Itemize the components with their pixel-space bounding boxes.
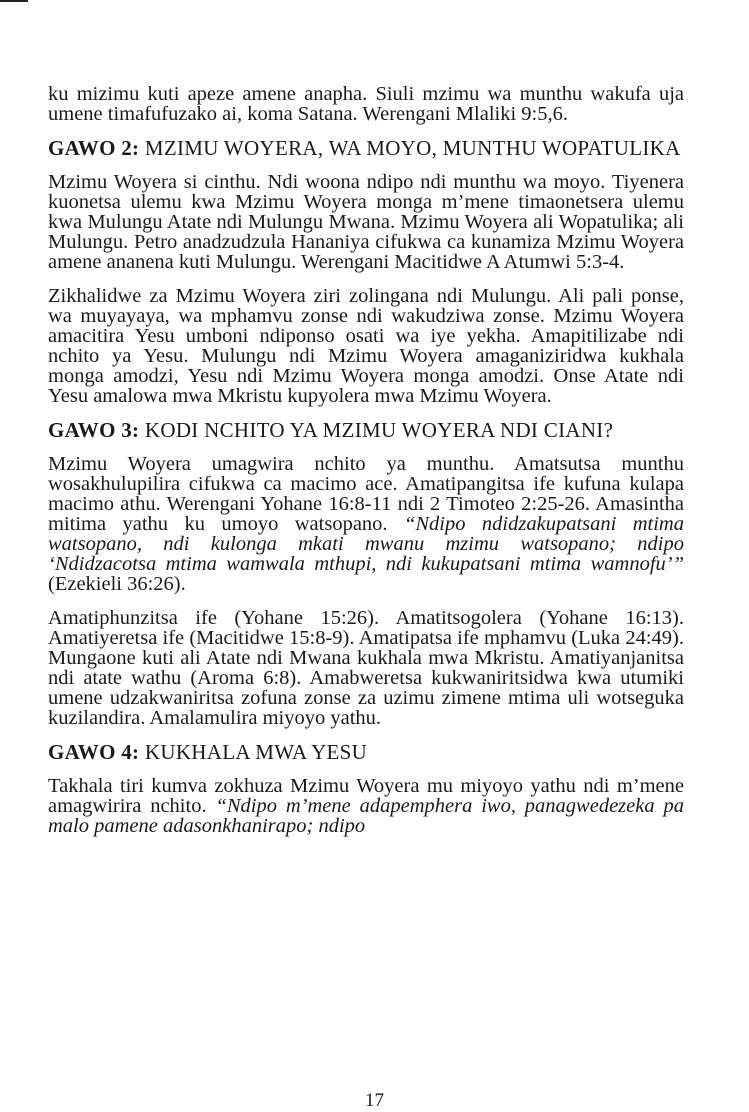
heading-title: MZIMU WOYERA, WA MOYO, MUNTHU WOPATULIKA: [139, 136, 681, 160]
heading-gawo-4: [48, 742, 684, 762]
corner-crop-mark: [0, 0, 28, 2]
paragraph-zikhalidwe: Zikhalidwe za Mzimu Woyera ziri zolingana ndi Mulungu. Ali pali ponse, wa muyayaya, wa mphamvu zonse ndi wakudziwa zonse. Mzimu Woyera amacitira Yesu umboni ndiponso osati wa iye yekha. Amapitilizabe ndi nchito ya Yesu. Mulungu ndi Mzimu Woyera amaganiziridwa kukhala monga amodzi, Yesu ndi Mzimu Woyera monga amodzi. Onse Atate ndi Yesu amalowa mwa Mkristu kupyolera mwa Mzimu Woyera.: [48, 285, 684, 407]
heading-gawo-3: [48, 420, 684, 440]
paragraph-text: (Ezekieli 36:26).: [48, 573, 186, 595]
heading-number: GAWO 3:: [48, 418, 140, 442]
page-number: 17: [365, 1090, 384, 1111]
scripture-quote: “Ndipo m’mene adapemphera iwo, panagwedezeka pa malo pamene adasonkhanirapo; ndipo: [48, 795, 684, 837]
paragraph-takhala: [48, 776, 684, 836]
heading-number: GAWO 2:: [48, 136, 140, 160]
paragraph-text: Takhala tiri kumva zokhuza Mzimu Woyera mu miyoyo yathu ndi m’mene amagwirira nchito.: [48, 775, 684, 817]
paragraph-intro: ku mizimu kuti apeze amene anapha. Siuli mzimu wa munthu wakufa uja umene timafufuzako ai, koma Satana. Werengani Mlaliki 9:5,6.: [48, 83, 684, 125]
paragraph-text: Mzimu Woyera umagwira nchito ya munthu. Amatsutsa munthu wosakhulupilira cifukwa ca macimo ace. Amatipangitsa ife kufuna kulapa macimo athu. Werengani Yohane 16:8-11 ndi 2 Timoteo 2:25-26. Amasintha mitima yathu ku umoyo watsopano.: [48, 453, 684, 535]
paragraph-amatiphunzitsa: Amatiphunzitsa ife (Yohane 15:26). Amatitsogolera (Yohane 16:13). Amatiyeretsa ife (Macitidwe 15:8-9). Amatipatsa ife mphamvu (Luka 24:49). Mungaone kuti ali Atate ndi Mwana kukhala mwa Mkristu. Amatiyanjanitsa ndi atate wathu (Aroma 6:8). Amabweretsa kukwaniritsidwa kwa utumiki umene udzakwaniritsa zofuna zonse za uzimu zimene mtima uli wotseguka kuzilandira. Amalamulira miyoyo yathu.: [48, 607, 684, 729]
paragraph-mzimu-woyera: Mzimu Woyera si cinthu. Ndi woona ndipo ndi munthu wa moyo. Tiyenera kuonetsa ulemu kwa Mzimu Woyera monga m’mene timaonetsera ulemu kwa Mulungu Atate ndi Mulungu Mwana. Mzimu Woyera ali Wopatulika; ali Mulungu. Petro anadzudzula Hananiya cifukwa ca kunamiza Mzimu Woyera amene ananena kuti Mulungu. Werengani Macitidwe A Atumwi 5:3-4.: [48, 171, 684, 273]
heading-title: KUKHALA MWA YESU: [139, 740, 368, 764]
heading-gawo-2: [48, 138, 684, 158]
heading-title: KODI NCHITO YA MZIMU WOYERA NDI CIANI?: [139, 418, 614, 442]
scripture-quote: “Ndipo ndidzakupatsani mtima watsopano, ndi kulonga mkati mwanu mzimu watsopano; ndipo ‘Ndidzacotsa mtima wamwala mthupi, ndi kukupatsani mtima wamnofu’”: [48, 513, 684, 575]
heading-number: GAWO 4:: [48, 740, 140, 764]
paragraph-nchito: [48, 454, 684, 594]
page-body: [48, 84, 684, 850]
